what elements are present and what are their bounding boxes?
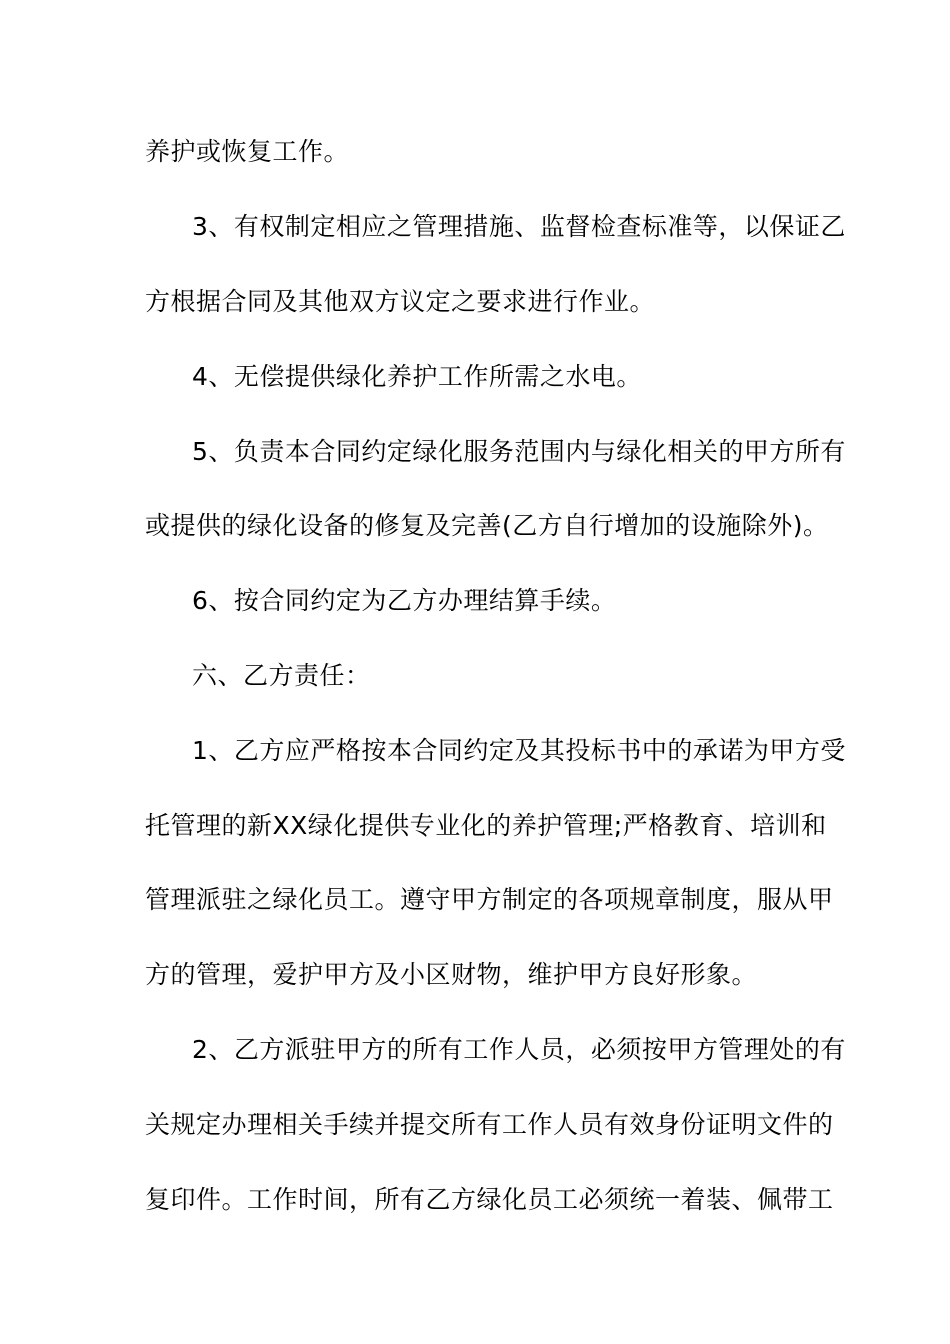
text-line: 3、有权制定相应之管理措施、监督检查标准等，以保证乙 (192, 212, 846, 241)
text-line: 复印件。工作时间，所有乙方绿化员工必须统一着装、佩带工 (145, 1185, 834, 1214)
text-line: 方根据合同及其他双方议定之要求进行作业。 (145, 287, 656, 316)
text-line: 6、按合同约定为乙方办理结算手续。 (192, 586, 617, 615)
text-line: 2、乙方派驻甲方的所有工作人员，必须按甲方管理处的有 (192, 1035, 846, 1064)
text-line: 关规定办理相关手续并提交所有工作人员有效身份证明文件的 (145, 1110, 834, 1139)
text-line: 托管理的新XX绿化提供专业化的养护管理;严格教育、培训和 (145, 811, 827, 840)
section-heading: 六、乙方责任： (192, 661, 371, 690)
text-line: 养护或恢复工作。 (145, 137, 350, 166)
text-line: 方的管理，爱护甲方及小区财物，维护甲方良好形象。 (145, 960, 758, 989)
text-line: 4、无偿提供绿化养护工作所需之水电。 (192, 362, 642, 391)
text-line: 5、负责本合同约定绿化服务范围内与绿化相关的甲方所有 (192, 437, 846, 466)
text-line: 或提供的绿化设备的修复及完善(乙方自行增加的设施除外)。 (145, 511, 829, 540)
text-line: 1、乙方应严格按本合同约定及其投标书中的承诺为甲方受 (192, 736, 846, 765)
text-line: 管理派驻之绿化员工。遵守甲方制定的各项规章制度，服从甲 (145, 885, 834, 914)
